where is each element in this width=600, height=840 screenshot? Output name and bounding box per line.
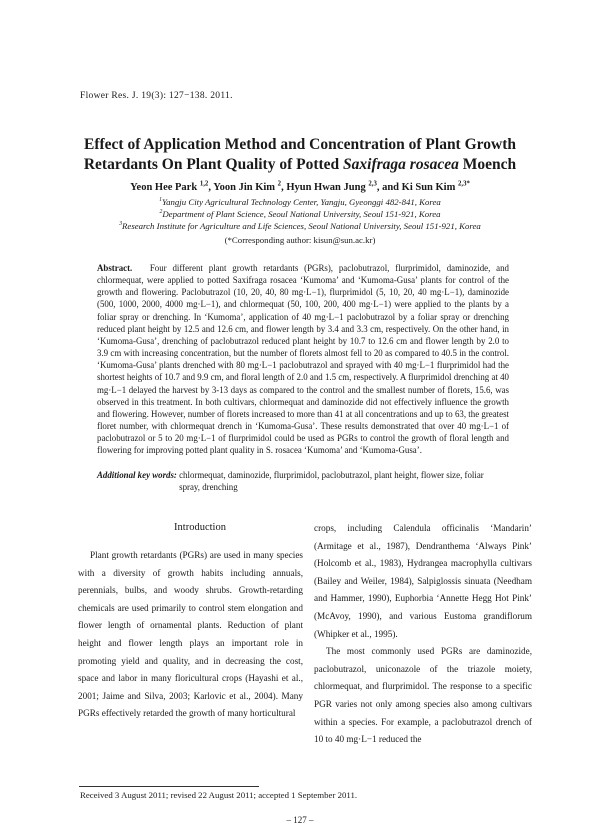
intro-paragraph-2: crops, including Calendula officinalis ‘Mandarin’ (Armitage et al., 1987), Dendranthema ‘Always Pink’ (Holcomb et al., 1983), Hydrangea macrophylla cultivars (Bailey and Weiler, 1984), Salpiglossis sinuata (Needham and Hammer, 1990), Euphorbia ‘Annette Hegg Hot Pink’ (McAvoy, 1990), and various Eustoma grandiflorum (Whipker et al., 1995). (314, 523, 532, 639)
section-heading-introduction: Introduction (174, 522, 226, 533)
journal-citation: Flower Res. J. 19(3): 127−138. 2011. (80, 91, 233, 101)
corresponding-author: (*Corresponding author: kisun@sun.ac.kr) (224, 235, 376, 245)
abstract (97, 262, 509, 457)
species-name: Saxifraga rosacea (343, 156, 459, 173)
intro-paragraph-3: The most commonly used PGRs are daminozide, paclobutrazol, uniconazole of the triazole moiety, chlormequat, and flurprimidol. The response to a specific PGR varies not only among species also among cultivars within a species. For example, a paclobutrazol drench of 10 to 40 mg·L−1 reduced the (314, 646, 532, 745)
keywords-label: Additional key words: (97, 470, 177, 480)
title-line-1: Effect of Application Method and Concentration of Plant Growth (84, 136, 516, 153)
title-line-2: Retardants On Plant Quality of Potted Saxifraga rosacea Moench (83, 156, 517, 173)
footnote-divider (79, 786, 259, 787)
affiliation-3: $^3$Research Institute for Agriculture and Life Sciences, Seoul National University, Seoul 151-921, Korea (119, 221, 481, 231)
keywords (97, 469, 509, 494)
affiliation-1: $^1$Yangju City Agricultural Technology Center, Yangju, Gyeonggi 482-841, Korea (159, 197, 441, 207)
paper-title (60, 135, 540, 175)
right-column (314, 520, 532, 749)
author-list: Yeon Hee Park $^{1,2}$, Yoon Jin Kim $^2$, Hyun Hwan Jung $^{2,3}$, and Ki Sun Kim $^{2,3*}$ (130, 180, 470, 193)
page-number: – 127 – (286, 815, 314, 825)
affiliation-2: $^2$Department of Plant Science, Seoul National University, Seoul 151-921, Korea (159, 209, 441, 219)
keywords-text: chlormequat, daminozide, flurprimidol, paclobutrazol, plant height, flower size, foliar spray, drenching (179, 470, 484, 493)
intro-paragraph-1: Plant growth retardants (PGRs) are used in many species with a diversity of growth habits including annuals, perennials, bulbs, and woody shrubs. Growth-retarding chemicals are used primarily to control stem elongation and flower length of ornamental plants. Reduction of plant height and flower length plays an important role in promoting yield and quality, and in decreasing the cost, space and labor in many floricultural crops (Hayashi et al., 2001; Jaime and Silva, 2003; Karlovic et al., 2004). Many PGRs effectively retarded the growth of many horticultural (78, 550, 303, 719)
left-column (78, 547, 303, 723)
abstract-text: Four different plant growth retardants (PGRs), paclobutrazol, flurprimidol, daminozide, and chlormequat, were applied to potted Saxifraga rosacea ‘Kumoma’ and ‘Kumoma-Gusa’ plants for control of the growth and flowering. Paclobutrazol (10, 20, 40, 80 mg·L−1), flurprimidol (5, 10, 20, 40 mg·L−1), daminozide (500, 1000, 2000, 4000 mg·L−1), and chlormequat (50, 100, 200, 400 mg·L−1) were applied to the plants by a foliar spray or drenching. In ‘Kumoma’, application of 40 mg·L−1 paclobutrazol by a foliar spray or drenching reduced plant height by 12.5 and 12.6 cm, and flower length by 3.4 and 3.3 cm, respectively. On the other hand, in ‘Kumoma-Gusa’, drenching of paclobutrazol reduced plant height by 10.7 to 12.6 cm and flower length by 2.0 to 3.9 cm with increasing concentration, but the number of florets almost fell to 20 as compared to 40.5 in the control. ‘Kumoma-Gusa’ plants drenched with 80 mg·L−1 paclobutrazol and sprayed with 40 mg·L−1 flurprimidol had the shortest heights of 10.7 and 9.9 cm, and floral length of 2.0 and 1.5 cm, respectively. A flurprimidol drenching at 40 mg·L−1 delayed the harvest by 3-13 days as compared to the control and the smallest number of florets, 15.6, was observed in this treatment. In both cultivars, chlormequat and daminozide did not effectively influence the growth and flowering. However, number of florets increased to more than 41 at all concentrations and up to 63, the greatest floret number, with chlormequat drench in ‘Kumoma-Gusa’. These results demonstrated that over 40 mg·L−1 of paclobutrazol or 5 to 20 mg·L−1 of flurprimidol could be used as PGRs to control the growth of floral length and flowering for improving potted plant quality in S. rosacea ‘Kumoma’ and ‘Kumoma-Gusa’. (97, 263, 509, 456)
received-dates: Received 3 August 2011; revised 22 August 2011; accepted 1 September 2011. (80, 790, 358, 800)
abstract-label: Abstract. (97, 263, 133, 273)
